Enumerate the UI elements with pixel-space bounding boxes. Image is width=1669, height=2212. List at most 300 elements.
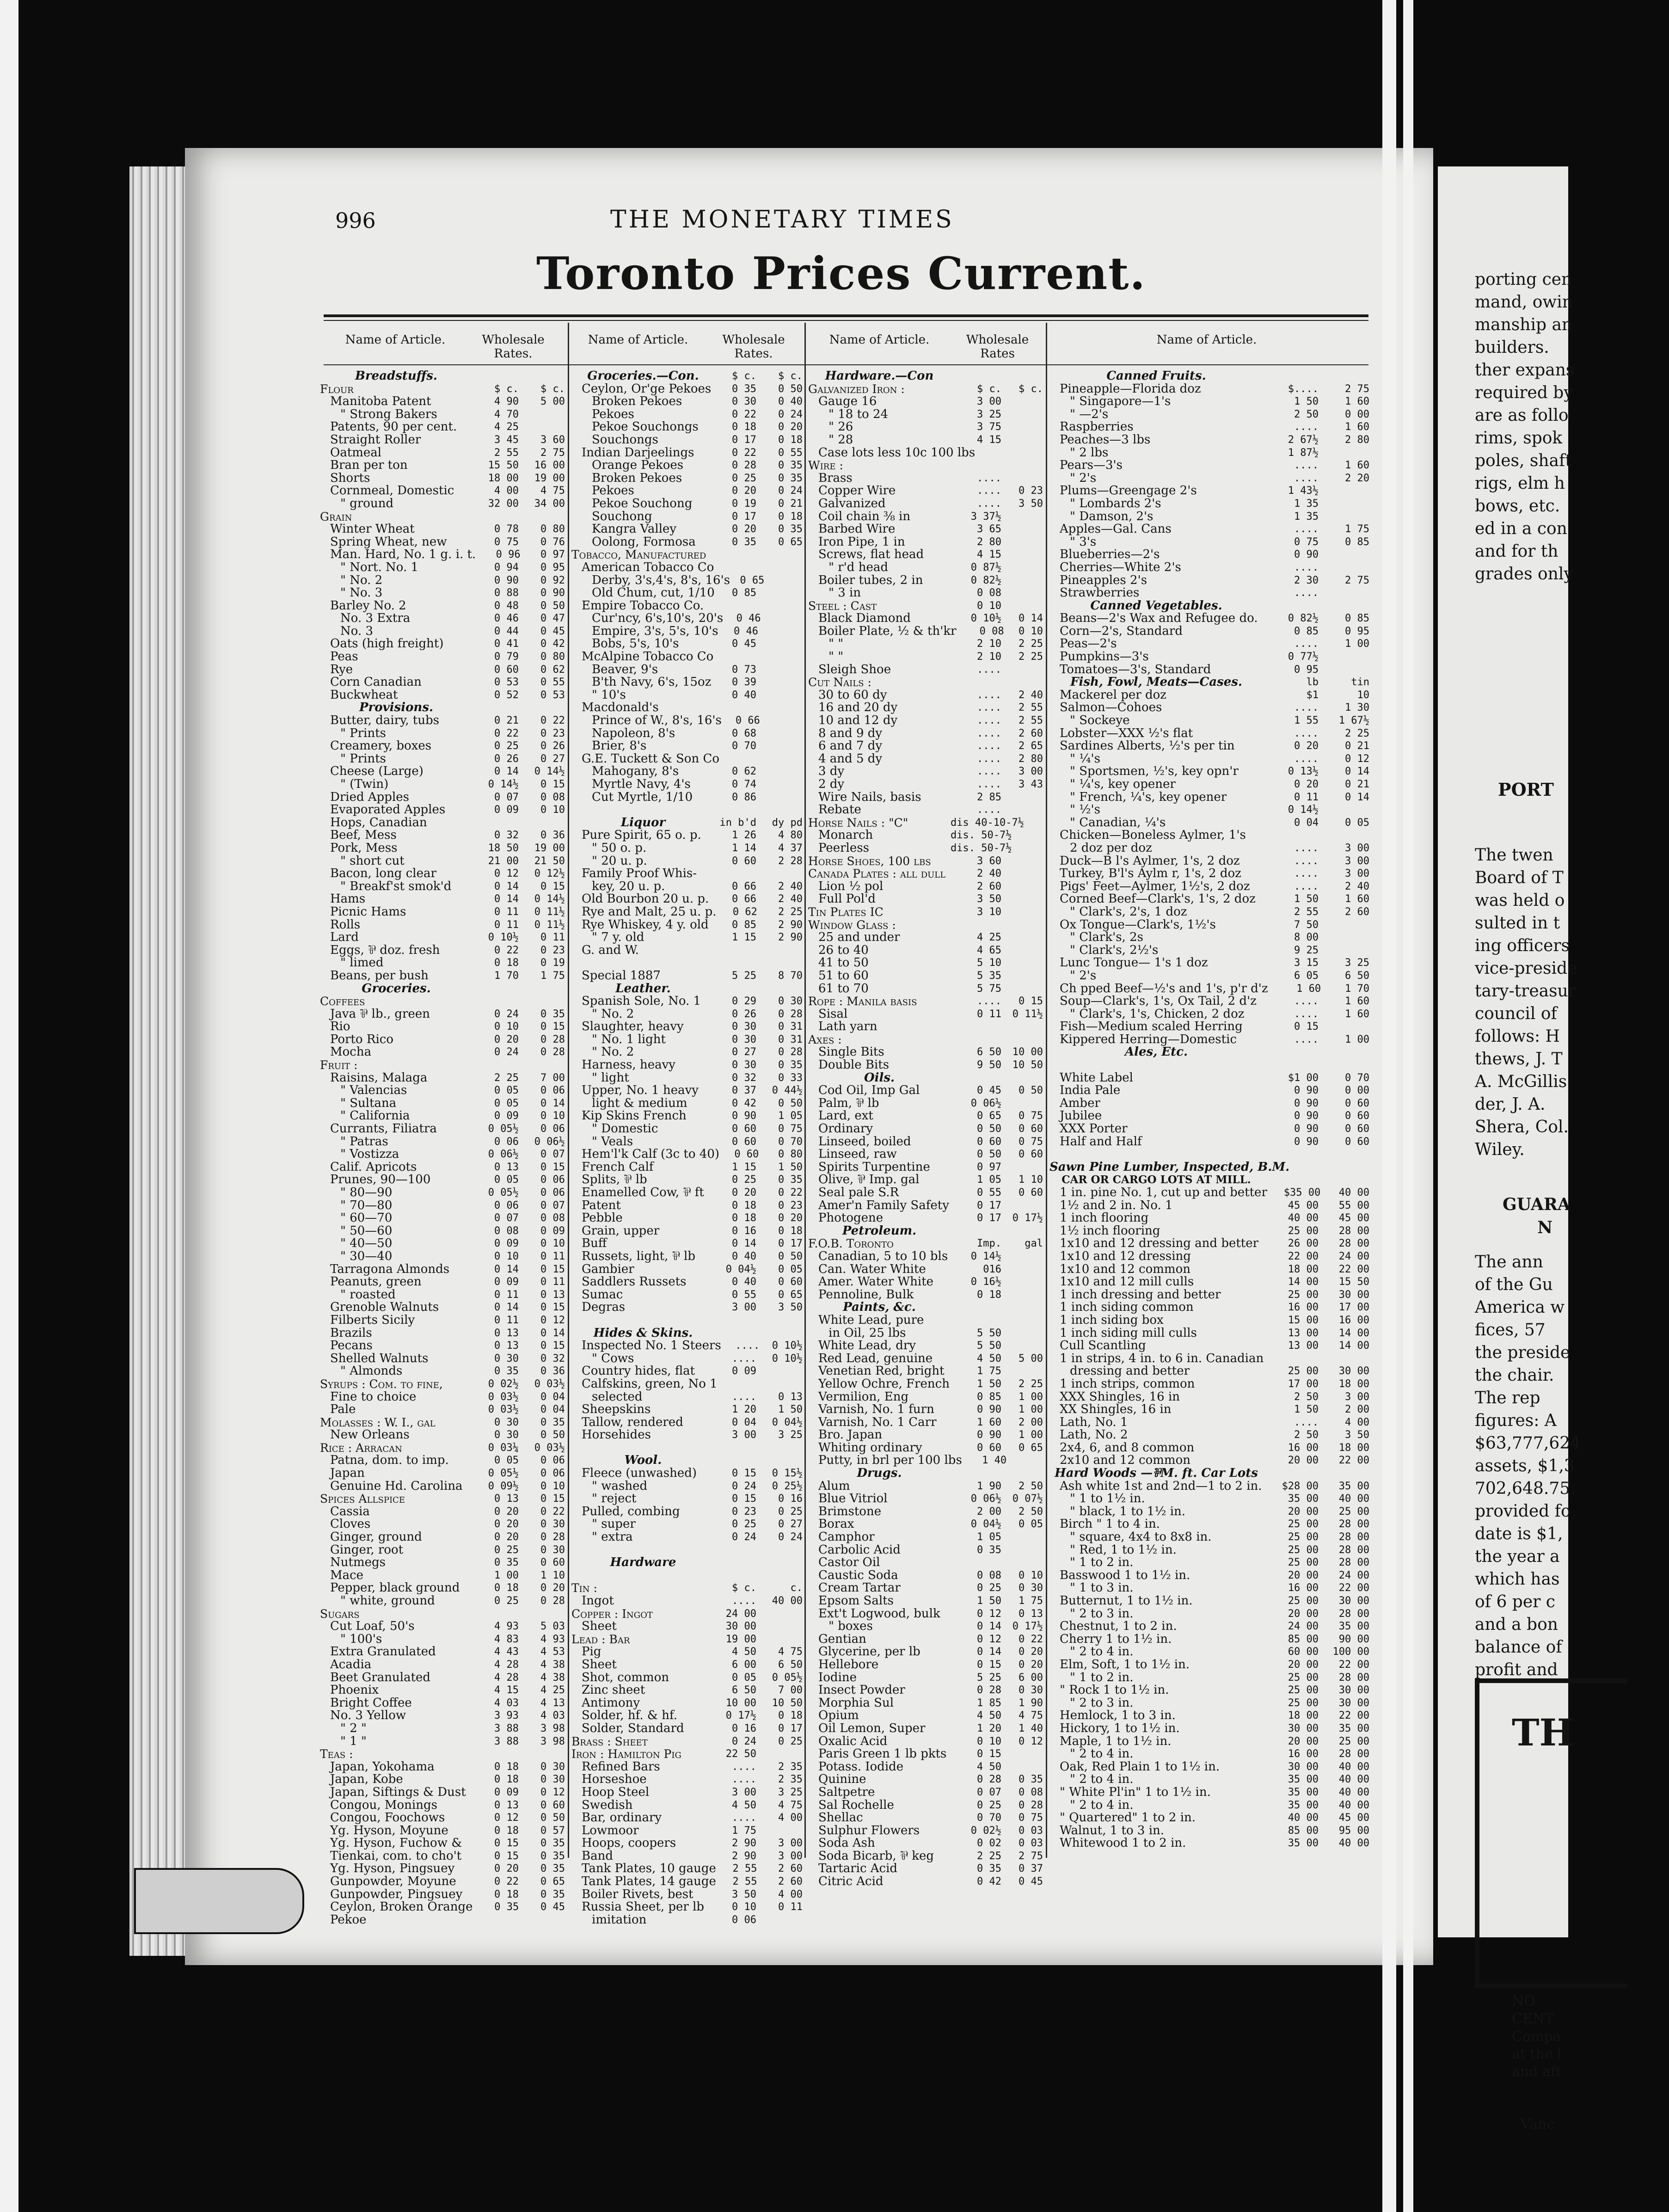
rate-high: 0 32 [540,1352,565,1364]
rate-high: 3 00 [1345,855,1369,867]
rate-low [951,1556,1001,1569]
rate-high: 0 57 [540,1825,565,1837]
article-name: " 50—60 [340,1223,393,1238]
article-name: Napoleon, 8's [592,726,675,740]
rate-low: .... [735,1340,760,1352]
rate-low: 0 13 [494,1340,519,1352]
price-row [1049,536,1369,549]
price-row [1049,1812,1369,1825]
rate-high: 19 00 [534,842,565,854]
price-row [571,1608,803,1621]
article-name: Pears—3's [1060,458,1123,473]
rate-high [1001,536,1043,549]
rate-high [756,1314,803,1327]
article-name: Patent [582,1198,621,1212]
rate-low: 0 90 [494,574,519,586]
price-row [808,1033,1043,1046]
article-name: Hoop Steel [582,1785,650,1799]
price-row [1049,817,1369,830]
article-name: Pumpkins—3's [1060,650,1149,664]
article-name: Ox Tongue—Clark's, 1½'s [1060,917,1216,932]
rate-high [756,1327,803,1340]
rate-low: 0 48 [494,600,519,612]
price-row [320,893,565,906]
rate-low: 0 14 [732,1238,756,1250]
section-heading [1049,1046,1369,1059]
article-name: Whiting ordinary [818,1440,922,1455]
article-name: Slaughter, heavy [582,1020,684,1034]
rate-low: 9 50 [977,1059,1001,1071]
rate-low: 0 25 [977,1582,1001,1594]
section-heading [571,817,803,830]
rate-low: 40 00 [1288,1212,1319,1224]
rate-high [756,804,803,817]
rate-high: 4 00 [778,1812,803,1824]
article-name: Peaches—3 lbs [1060,432,1151,447]
price-row [1049,1429,1369,1442]
price-row [808,1761,1043,1774]
rate-low: 4 28 [494,1671,519,1684]
price-row [571,638,803,651]
rate-high: 18 00 [1338,1442,1369,1454]
section-heading [571,370,803,383]
rate-high: 28 00 [1338,1238,1369,1250]
article-name: Prunes, 90—100 [330,1173,431,1187]
facing-text-2: The twen Board of T was held o sulted in t ing officers vice-preside tary-treasur council of follows: H thews, J. T A. McGillis der, J. A. Shera, Col. Wiley. [1475,846,1577,1159]
price-row [571,587,803,600]
rate-low: 0 08 [977,587,1001,599]
rate-high: 0 14½ [534,766,565,778]
rate-low: 0 60 [494,664,519,676]
rate-low: 0 20 [1294,779,1319,790]
rate-high: 0 50 [540,1812,565,1824]
price-row [808,1416,1043,1429]
rate-high [519,370,565,383]
rate-high: 0 35 [778,460,803,472]
rate-low: 0 66 [732,893,756,905]
price-row [1049,638,1369,651]
price-row [1049,1301,1369,1314]
section-heading [808,1072,1043,1085]
rate-low: .... [1294,868,1319,880]
rate-low: 25 00 [1288,1697,1319,1709]
price-row [808,1020,1043,1033]
rate-low: 0 74 [732,779,756,790]
rate-low: 0 14½ [1288,804,1319,816]
price-row [808,1735,1043,1748]
rate-low [1263,600,1319,613]
article-name: Opium [818,1708,859,1723]
rate-high: 55 00 [1338,1199,1369,1211]
price-row [1049,1237,1369,1250]
article-name: Gunpowder, Moyune [330,1874,456,1889]
price-row [808,1289,1043,1302]
section-heading [808,1301,1043,1314]
article-name: " 1 to 2 in. [1070,1555,1134,1570]
rate-high: 0 31 [778,1021,803,1033]
rate-low: 4 90 [494,396,519,408]
article-name: Birch " 1 to 4 in. [1060,1517,1160,1531]
rate-high: 0 33 [778,1072,803,1084]
film-edge-left [0,0,18,2212]
rate-high: 0 30 [540,1774,565,1786]
rate-high: 3 00 [1345,1391,1369,1403]
article-name: Pekoe Souchong [592,496,693,510]
rate-high: 0 04 [540,1404,565,1416]
price-row [1049,1416,1369,1429]
section-heading [1049,370,1369,383]
price-row [320,1084,565,1097]
article-name: Indian Darjeelings [582,445,694,460]
header-rule [324,314,1368,317]
article-name: key, 20 u. p. [592,879,665,893]
price-row [571,1123,803,1136]
article-name: 1½ and 2 in. No. 1 [1060,1198,1173,1212]
article-name: " Clark's, 2½'s [1070,943,1159,957]
rate-low: 3 25 [977,408,1001,420]
rate-high: 3 50 [1345,1429,1369,1441]
rate-low: .... [977,485,1001,497]
price-row [320,1072,565,1085]
price-row [1049,587,1369,600]
rate-low: 2 90 [732,1837,756,1849]
article-name: Mackerel per doz [1060,688,1166,702]
price-row [320,1595,565,1608]
rate-high: 100 00 [1332,1646,1369,1658]
rate-low: 0 06½ [970,1097,1001,1109]
rate-low: 0 06 [494,1136,519,1148]
rate-high: 28 00 [1338,1531,1369,1543]
price-row [808,587,1043,600]
rate-high: 2 90 [778,932,803,944]
rate-low: 2 50 [1294,1391,1319,1403]
article-name: Spices Allspice [320,1492,405,1506]
rate-high: $ c. [778,370,803,382]
article-name: Groceries. [362,981,431,995]
rate-low: 0 41 [494,638,519,650]
rate-low: 4 70 [494,408,519,420]
rate-low: 1 50 [1294,893,1319,905]
rate-high [1319,447,1369,460]
rate-high: $ c. [1019,383,1043,395]
article-name: " extra [592,1530,633,1544]
rate-high: 4 80 [778,830,803,842]
rate-low: 0 18 [494,957,519,969]
article-name: Sleigh Shoe [818,662,891,676]
price-row [571,664,803,676]
rate-low: .... [977,995,1001,1008]
article-name: " 3's [1070,535,1097,549]
rate-low: 5 75 [977,983,1001,995]
rate-low: 2 60 [977,880,1001,892]
rate-low: 0 12 [494,1812,519,1824]
article-name: Nutmegs [330,1555,386,1570]
article-name: Teas : [320,1747,353,1761]
article-name: " reject [592,1492,637,1506]
rate-low: 0 02 [977,1837,1001,1849]
article-name: Oak, Red Plain 1 to 1½ in. [1060,1759,1220,1774]
article-name: Cod Oil, Imp Gal [818,1083,920,1098]
article-name: Salmon—Cohoes [1060,700,1162,715]
price-row [320,1442,565,1455]
rate-low: .... [1294,1008,1319,1020]
price-row [320,1123,565,1136]
rate-low: 0 22 [732,408,756,420]
article-name: imitation [592,1912,647,1927]
price-row [571,1480,803,1493]
price-row [320,1620,565,1633]
rate-low: 7 50 [1294,919,1319,931]
article-name: Plums—Greengage 2's [1060,484,1197,498]
rate-high: 0 22 [540,715,565,727]
rate-low: .... [977,715,1001,727]
rate-low: 0 20 [1294,740,1319,752]
article-name: Lowmoor [582,1823,639,1837]
rate-low: 4 93 [494,1621,519,1633]
rate-low: 0 40 [732,1250,756,1262]
price-row [808,1212,1043,1225]
article-name: G.E. Tuckett & Son Co [582,751,719,766]
rate-low: 0 02½ [488,1378,519,1390]
article-name: No. 3 Extra [340,611,411,626]
rate-low: .... [1294,753,1319,765]
price-row [808,995,1043,1008]
rate-low: 16 00 [1288,1442,1319,1454]
article-name: 51 to 60 [818,968,869,983]
price-row [1049,1518,1369,1531]
article-name: Rye [330,662,353,676]
rate-high: 1 30 [1345,702,1369,714]
article-name: Sugars [320,1607,360,1621]
article-name: Rolls [330,917,361,932]
article-name: " Canadian, ¼'s [1070,815,1166,830]
rate-low: 25 00 [1288,1671,1319,1684]
article-name: Picnic Hams [330,904,406,919]
price-row [320,561,565,574]
article-name: Castor Oil [818,1555,880,1570]
price-row [808,944,1043,957]
article-name: Currants, Filiatra [330,1122,437,1136]
rate-low: 1 05 [977,1531,1001,1543]
col3-head-rates: Wholesale Rates [966,333,1029,361]
price-row [1049,1225,1369,1238]
rate-high: 2 80 [1345,434,1369,446]
rate-high: 0 60 [1345,1110,1369,1122]
rate-high: 0 50 [1019,1085,1043,1097]
price-row [571,893,803,906]
rate-low: 0 28 [977,1774,1001,1786]
rate-low: 1 55 [1294,715,1319,727]
rate-high: 6 50 [1345,970,1369,982]
article-name: Butter, dairy, tubs [330,713,440,728]
rate-high [1001,855,1043,868]
rate-low [472,370,519,383]
price-row [320,664,565,676]
rate-low: 26 00 [1288,1238,1319,1250]
price-row [320,1850,565,1863]
price-row [571,855,803,868]
rate-low [715,804,756,817]
rate-low: 3 00 [732,1302,756,1314]
article-name: Straight Roller [330,432,421,447]
article-name: " ½'s [1070,803,1100,817]
rate-low [715,1556,756,1569]
rate-low: 4 15 [977,549,1001,561]
article-name: Spirits Turpentine [818,1160,930,1174]
article-name: Peas [330,650,358,664]
article-name: Epsom Salts [818,1594,894,1608]
rate-high: 4 13 [540,1697,565,1709]
rate-low: 0 21 [494,715,519,727]
article-name: Pigs' Feet—Aylmer, 1½'s, 2 doz [1060,879,1250,893]
rate-high: 28 00 [1338,1544,1369,1556]
rate-low: 1 00 [494,1569,519,1581]
article-name: " roasted [340,1287,396,1302]
price-row [571,1391,803,1404]
article-name: Chestnut, 1 to 2 in. [1060,1619,1177,1634]
rate-low: 0 10 [977,600,1001,612]
rate-low: 0 26 [494,753,519,765]
article-name: " 2 to 4 in. [1070,1645,1134,1659]
price-row [320,1033,565,1046]
price-row [571,753,803,766]
price-row [320,383,565,396]
article-name: Lath yarn [818,1020,877,1034]
rate-low: 25 00 [1288,1289,1319,1301]
rate-low: 0 66 [735,715,760,727]
article-name: Porto Rico [330,1032,393,1046]
rate-high: 0 03 [1019,1837,1043,1849]
rate-low: 2 55 [732,1863,757,1875]
article-name: Ceylon, Broken Orange [330,1900,473,1914]
price-row [1049,829,1369,842]
article-name: Cheese (Large) [330,764,423,779]
price-row [320,1097,565,1110]
article-name: " Red, 1 to 1½ in. [1070,1542,1177,1557]
rate-high: 1 70 [1345,983,1369,995]
article-name: in Oil, 25 lbs [828,1326,906,1340]
rate-low: 0 55 [732,1289,756,1301]
rate-low: 0 05½ [488,1123,519,1135]
article-name: Pekoe [330,1912,367,1927]
rate-low: 5 50 [977,1340,1001,1352]
rate-high: 0 15 [540,1263,565,1275]
price-row [571,1020,803,1033]
article-name: 1 in strips, 4 in. to 6 in. Canadian [1060,1351,1264,1365]
price-row [571,600,803,613]
price-row [320,1914,565,1927]
price-row [1049,791,1369,804]
rate-high [1319,1467,1369,1480]
price-row [1049,1059,1369,1072]
rate-low: 0 10 [494,1250,519,1262]
article-name: Spring Wheat, new [330,535,447,549]
price-row [571,1467,803,1480]
rate-low: 0 06½ [488,1149,519,1161]
rate-high [756,1608,803,1621]
article-name: Congou, Monings [330,1798,437,1812]
price-row [571,612,803,625]
section-heading [571,1454,803,1467]
rate-high: 0 06½ [534,1136,565,1148]
rate-high: 2 40 [1019,689,1043,701]
price-row [808,1659,1043,1671]
rate-high: 0 19 [540,957,565,969]
price-row [1049,944,1369,957]
price-row [808,689,1043,702]
rate-low: $.... [1288,383,1319,395]
rate-high [1001,1033,1043,1046]
article-name: Gentian [818,1632,866,1646]
price-row [571,701,803,714]
rate-high [1001,1301,1043,1314]
article-name: Pineapple—Florida doz [1060,381,1201,396]
price-row [571,1697,803,1710]
rate-high: 2 40 [1345,880,1369,892]
price-row [808,1110,1043,1123]
rate-high: 0 50 [778,1097,803,1109]
rate-low [472,1914,519,1927]
price-row [808,970,1043,983]
rate-low: 0 86 [732,791,756,803]
rate-low: 0 95 [1294,664,1319,676]
rate-high [1001,1544,1043,1557]
page-number: 996 [335,208,376,233]
rate-high [756,1748,803,1761]
rate-low [715,651,756,664]
rate-low: 0 04½ [725,1263,756,1275]
article-name: " " [828,650,844,664]
article-name: " Lombards 2's [1070,496,1161,510]
article-name: Bobs, 5's, 10's [592,637,679,651]
price-row [320,574,565,587]
rate-low: 1 35 [1294,498,1319,510]
rate-low: 0 17½ [725,1710,756,1722]
rate-high: 2 20 [1345,472,1369,484]
article-name: Vermilion, Eng [818,1389,909,1404]
rate-low: 0 30 [732,1021,756,1033]
rate-low: 10 00 [725,1697,756,1709]
price-row [808,1531,1043,1544]
rate-high: 1 00 [1345,1033,1369,1045]
article-name: Apples—Gal. Cans [1060,522,1172,536]
rate-low: 0 28 [977,1684,1001,1696]
price-row [1049,1837,1369,1850]
rate-high: 0 36 [540,1365,565,1377]
rate-low [975,447,1012,460]
rate-high [1001,944,1043,957]
article-name: Rye and Malt, 25 u. p. [582,904,717,919]
rate-low: 0 70 [977,1812,1001,1824]
article-name: Canned Vegetables. [1090,598,1222,613]
rate-low [715,1442,756,1455]
rate-high: 0 28 [540,1046,565,1058]
price-row [1049,1684,1369,1697]
rate-low: .... [1294,855,1319,867]
rate-low: 0 17 [732,434,756,446]
article-name: " 70—80 [340,1198,393,1212]
article-name: Tin : [571,1581,597,1595]
price-row [571,1888,803,1901]
rate-high: 0 75 [1019,1812,1043,1824]
price-row [571,1748,803,1761]
article-name [571,1442,715,1455]
price-row [320,1199,565,1212]
rate-low [951,1020,1001,1033]
article-name: " super [592,1517,636,1531]
article-name: 26 to 40 [818,943,869,957]
rate-low: 6 50 [977,1046,1001,1058]
